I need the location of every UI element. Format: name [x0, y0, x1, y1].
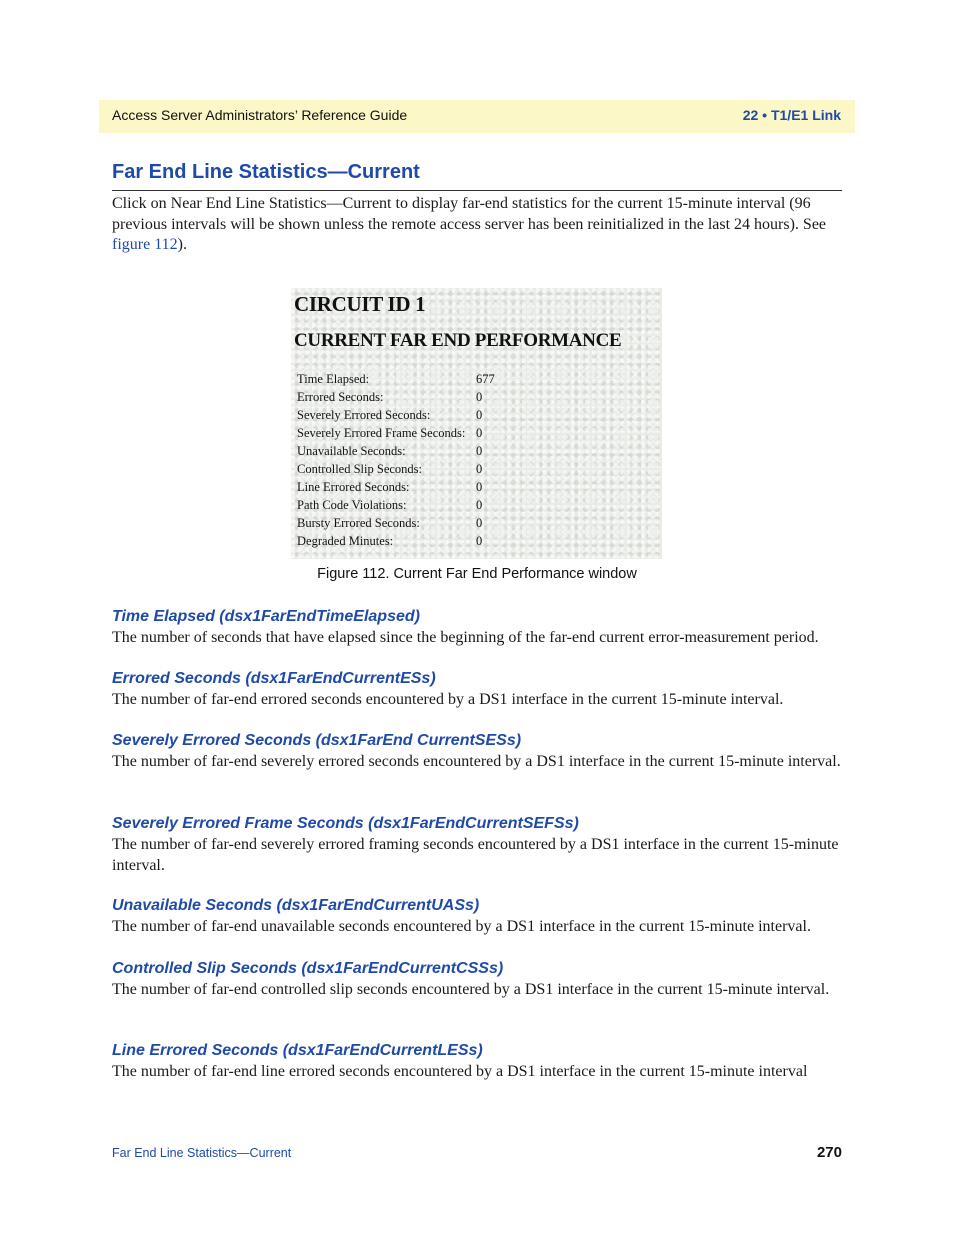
stat-label: Path Code Violations:: [297, 498, 407, 512]
stat-label: Severely Errored Frame Seconds:: [297, 426, 466, 440]
performance-window-screenshot: [291, 288, 662, 559]
section-body: The number of far-end controlled slip seconds encountered by a DS1 interface in the current 15-minute interval.: [112, 981, 830, 998]
stat-label: Line Errored Seconds:: [297, 480, 410, 494]
stat-value: 677: [476, 372, 495, 386]
section-time-elapsed: [112, 607, 846, 649]
stat-value: 0: [476, 516, 483, 530]
stat-value: 0: [476, 534, 483, 548]
stat-value: 0: [476, 408, 483, 422]
section-unavailable-seconds: [112, 896, 846, 938]
stat-label: Severely Errored Seconds:: [297, 408, 431, 422]
section-body: The number of far-end unavailable seconds encountered by a DS1 interface in the current 15-minute interval.: [112, 918, 811, 935]
figure-link[interactable]: figure 112: [112, 236, 178, 253]
intro-paragraph: [112, 194, 844, 256]
section-heading: Line Errored Seconds (dsx1FarEndCurrentLESs): [112, 1042, 483, 1059]
section-controlled-slip-seconds: [112, 959, 846, 1001]
section-errored-seconds: [112, 669, 846, 711]
stat-label: Controlled Slip Seconds:: [297, 462, 422, 476]
section-severely-errored-seconds: [112, 731, 846, 773]
section-body: The number of far-end severely errored framing seconds encountered by a DS1 interface in the current 15-minute interval.: [112, 836, 839, 874]
section-heading: Unavailable Seconds (dsx1FarEndCurrentUASs): [112, 897, 480, 914]
header-guide-title: Access Server Administrators’ Reference Guide: [112, 107, 408, 123]
figure-caption: Figure 112. Current Far End Performance window: [317, 566, 637, 582]
stat-value: 0: [476, 390, 483, 404]
section-line-errored-seconds: [112, 1041, 846, 1083]
section-heading: Time Elapsed (dsx1FarEndTimeElapsed): [112, 608, 420, 625]
stat-value: 0: [476, 462, 483, 476]
figure-performance-title: CURRENT FAR END PERFORMANCE: [294, 330, 622, 351]
section-body: The number of seconds that have elapsed since the beginning of the far-end current error-measurement period.: [112, 629, 819, 646]
stat-value: 0: [476, 480, 483, 494]
section-severely-errored-frame-seconds: [112, 814, 846, 876]
page-title: Far End Line Statistics—Current: [112, 161, 420, 183]
footer-section-title: Far End Line Statistics—Current: [112, 1146, 292, 1160]
running-header: [99, 100, 855, 133]
section-heading: Controlled Slip Seconds (dsx1FarEndCurrentCSSs): [112, 960, 504, 977]
stat-label: Bursty Errored Seconds:: [297, 516, 420, 530]
section-body: The number of far-end severely errored seconds encountered by a DS1 interface in the current 15-minute interval.: [112, 753, 841, 770]
section-heading: Severely Errored Seconds (dsx1FarEnd CurrentSESs): [112, 732, 522, 749]
stat-label: Degraded Minutes:: [297, 534, 394, 548]
stat-value: 0: [476, 498, 483, 512]
section-body: The number of far-end errored seconds encountered by a DS1 interface in the current 15-minute interval.: [112, 691, 784, 708]
section-heading: Errored Seconds (dsx1FarEndCurrentESs): [112, 670, 436, 687]
header-chapter: 22 • T1/E1 Link: [742, 107, 841, 123]
stat-value: 0: [476, 444, 483, 458]
page-number: 270: [816, 1144, 842, 1161]
title-rule: [112, 190, 842, 191]
stat-label: Errored Seconds:: [297, 390, 384, 404]
intro-text-end: ).: [177, 236, 187, 253]
section-heading: Severely Errored Frame Seconds (dsx1FarEndCurrentSEFSs): [112, 815, 579, 832]
stat-label: Time Elapsed:: [297, 372, 370, 386]
intro-text: Click on Near End Line Statistics—Current to display far-end statistics for the current 15-minute interval (96 previous intervals will be shown unless the remote access server has been reinitialized in the last 24 hours). See: [112, 195, 827, 233]
stat-value: 0: [476, 426, 483, 440]
figure-circuit-title: CIRCUIT ID 1: [294, 292, 426, 316]
stat-label: Unavailable Seconds:: [297, 444, 406, 458]
section-body: The number of far-end line errored seconds encountered by a DS1 interface in the current 15-minute interval: [112, 1063, 808, 1080]
